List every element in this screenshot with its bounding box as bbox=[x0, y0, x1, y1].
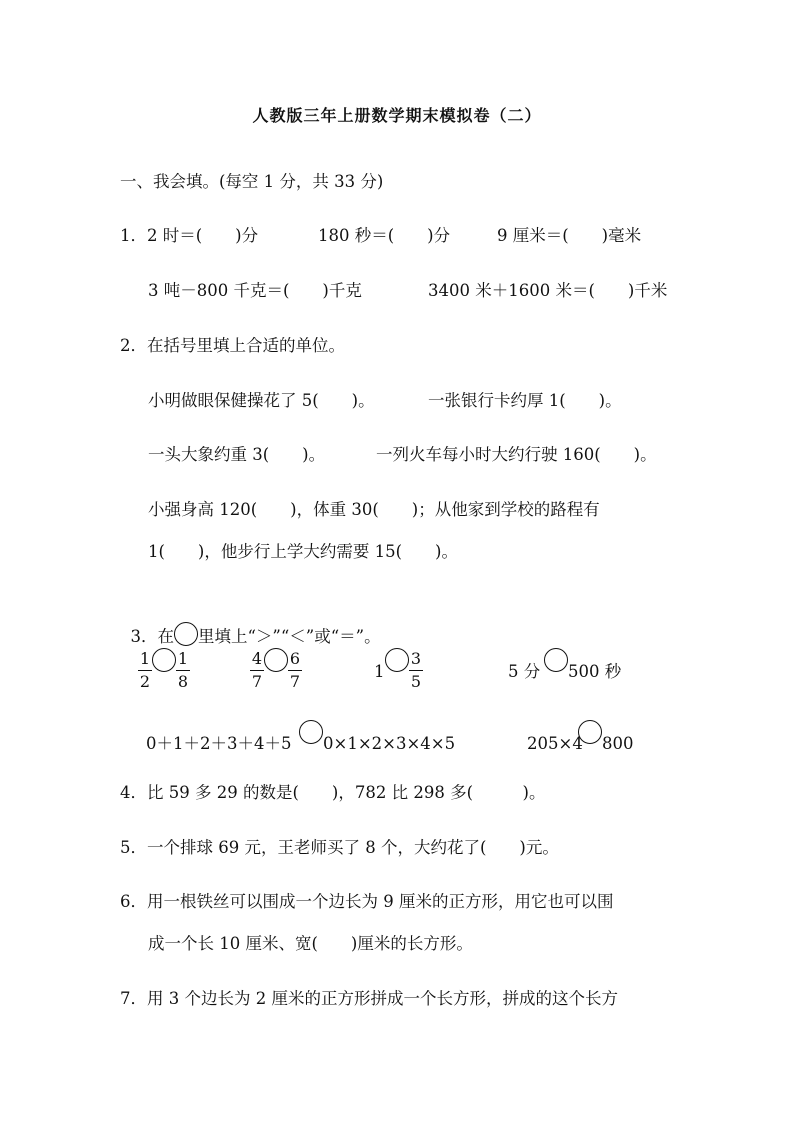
q1-item-b: 180 秒＝( )分 bbox=[318, 226, 451, 245]
q3-stem-pre: 3．在 bbox=[130, 627, 174, 646]
q2-stem: 2．在括号里填上合适的单位。 bbox=[120, 336, 345, 355]
q3-fraction-left: $\frac{1}{2}$ bbox=[139, 649, 151, 691]
q3-stem-post: 里填上“＞”“＜”或“＝”。 bbox=[198, 627, 381, 646]
q2-line1-a: 小明做眼保健操花了 5( )。 bbox=[148, 391, 375, 410]
q3-compare-right: 500 秒 bbox=[568, 662, 622, 681]
q3-whole-number: 1 bbox=[374, 662, 385, 681]
q3-fraction-right: $\frac{1}{8}$ bbox=[177, 649, 189, 691]
q3-fraction-right: $\frac{6}{7}$ bbox=[289, 649, 301, 691]
q3-fraction-left: $\frac{4}{7}$ bbox=[251, 649, 263, 691]
q3-compare-right: 800 bbox=[602, 734, 634, 753]
q2-line2-a: 一头大象约重 3( )。 bbox=[148, 445, 326, 464]
q1-item-c: 9 厘米＝( )毫米 bbox=[497, 226, 642, 245]
section-heading: 一、我会填。(每空 1 分，共 33 分) bbox=[120, 172, 384, 191]
q2-line3: 小强身高 120( )，体重 30( )；从他家到学校的路程有 bbox=[148, 500, 600, 519]
q3-fraction-right: $\frac{3}{5}$ bbox=[410, 649, 422, 691]
q3-compare-left: 205×4 bbox=[527, 734, 583, 753]
compare-circle-icon[interactable] bbox=[152, 648, 176, 672]
q3-compare-left: 5 分 bbox=[508, 662, 541, 681]
q3-compare-left: 0＋1＋2＋3＋4＋5 bbox=[146, 734, 292, 753]
compare-circle-icon[interactable] bbox=[264, 648, 288, 672]
blank-circle-icon bbox=[174, 622, 198, 646]
q3-stem bbox=[120, 598, 381, 649]
q5-text: 5．一个排球 69 元，王老师买了 8 个，大约花了( )元。 bbox=[120, 838, 559, 857]
q6-line2: 成一个长 10 厘米、宽( )厘米的长方形。 bbox=[148, 934, 473, 953]
q1-item-d: 3 吨－800 千克＝( )千克 bbox=[148, 281, 362, 300]
q2-line2-b: 一列火车每小时大约行驶 160( )。 bbox=[376, 445, 657, 464]
q4-text: 4．比 59 多 29 的数是( )，782 比 298 多( )。 bbox=[120, 783, 546, 802]
compare-circle-icon[interactable] bbox=[299, 720, 323, 744]
compare-circle-icon[interactable] bbox=[544, 648, 568, 672]
q3-compare-right: 0×1×2×3×4×5 bbox=[323, 734, 456, 753]
q2-line4: 1( )，他步行上学大约需要 15( )。 bbox=[148, 542, 458, 561]
compare-circle-icon[interactable] bbox=[385, 648, 409, 672]
compare-circle-icon[interactable] bbox=[578, 720, 602, 744]
q1-item-a: 1．2 时＝( )分 bbox=[120, 226, 259, 245]
q2-line1-b: 一张银行卡约厚 1( )。 bbox=[428, 391, 622, 410]
page-title: 人教版三年上册数学期末模拟卷（二） bbox=[252, 106, 542, 125]
q1-item-e: 3400 米＋1600 米＝( )千米 bbox=[428, 281, 668, 300]
q6-line1: 6．用一根铁丝可以围成一个边长为 9 厘米的正方形，用它也可以围 bbox=[120, 892, 614, 911]
q7-line1: 7．用 3 个边长为 2 厘米的正方形拼成一个长方形，拼成的这个长方 bbox=[120, 989, 618, 1008]
